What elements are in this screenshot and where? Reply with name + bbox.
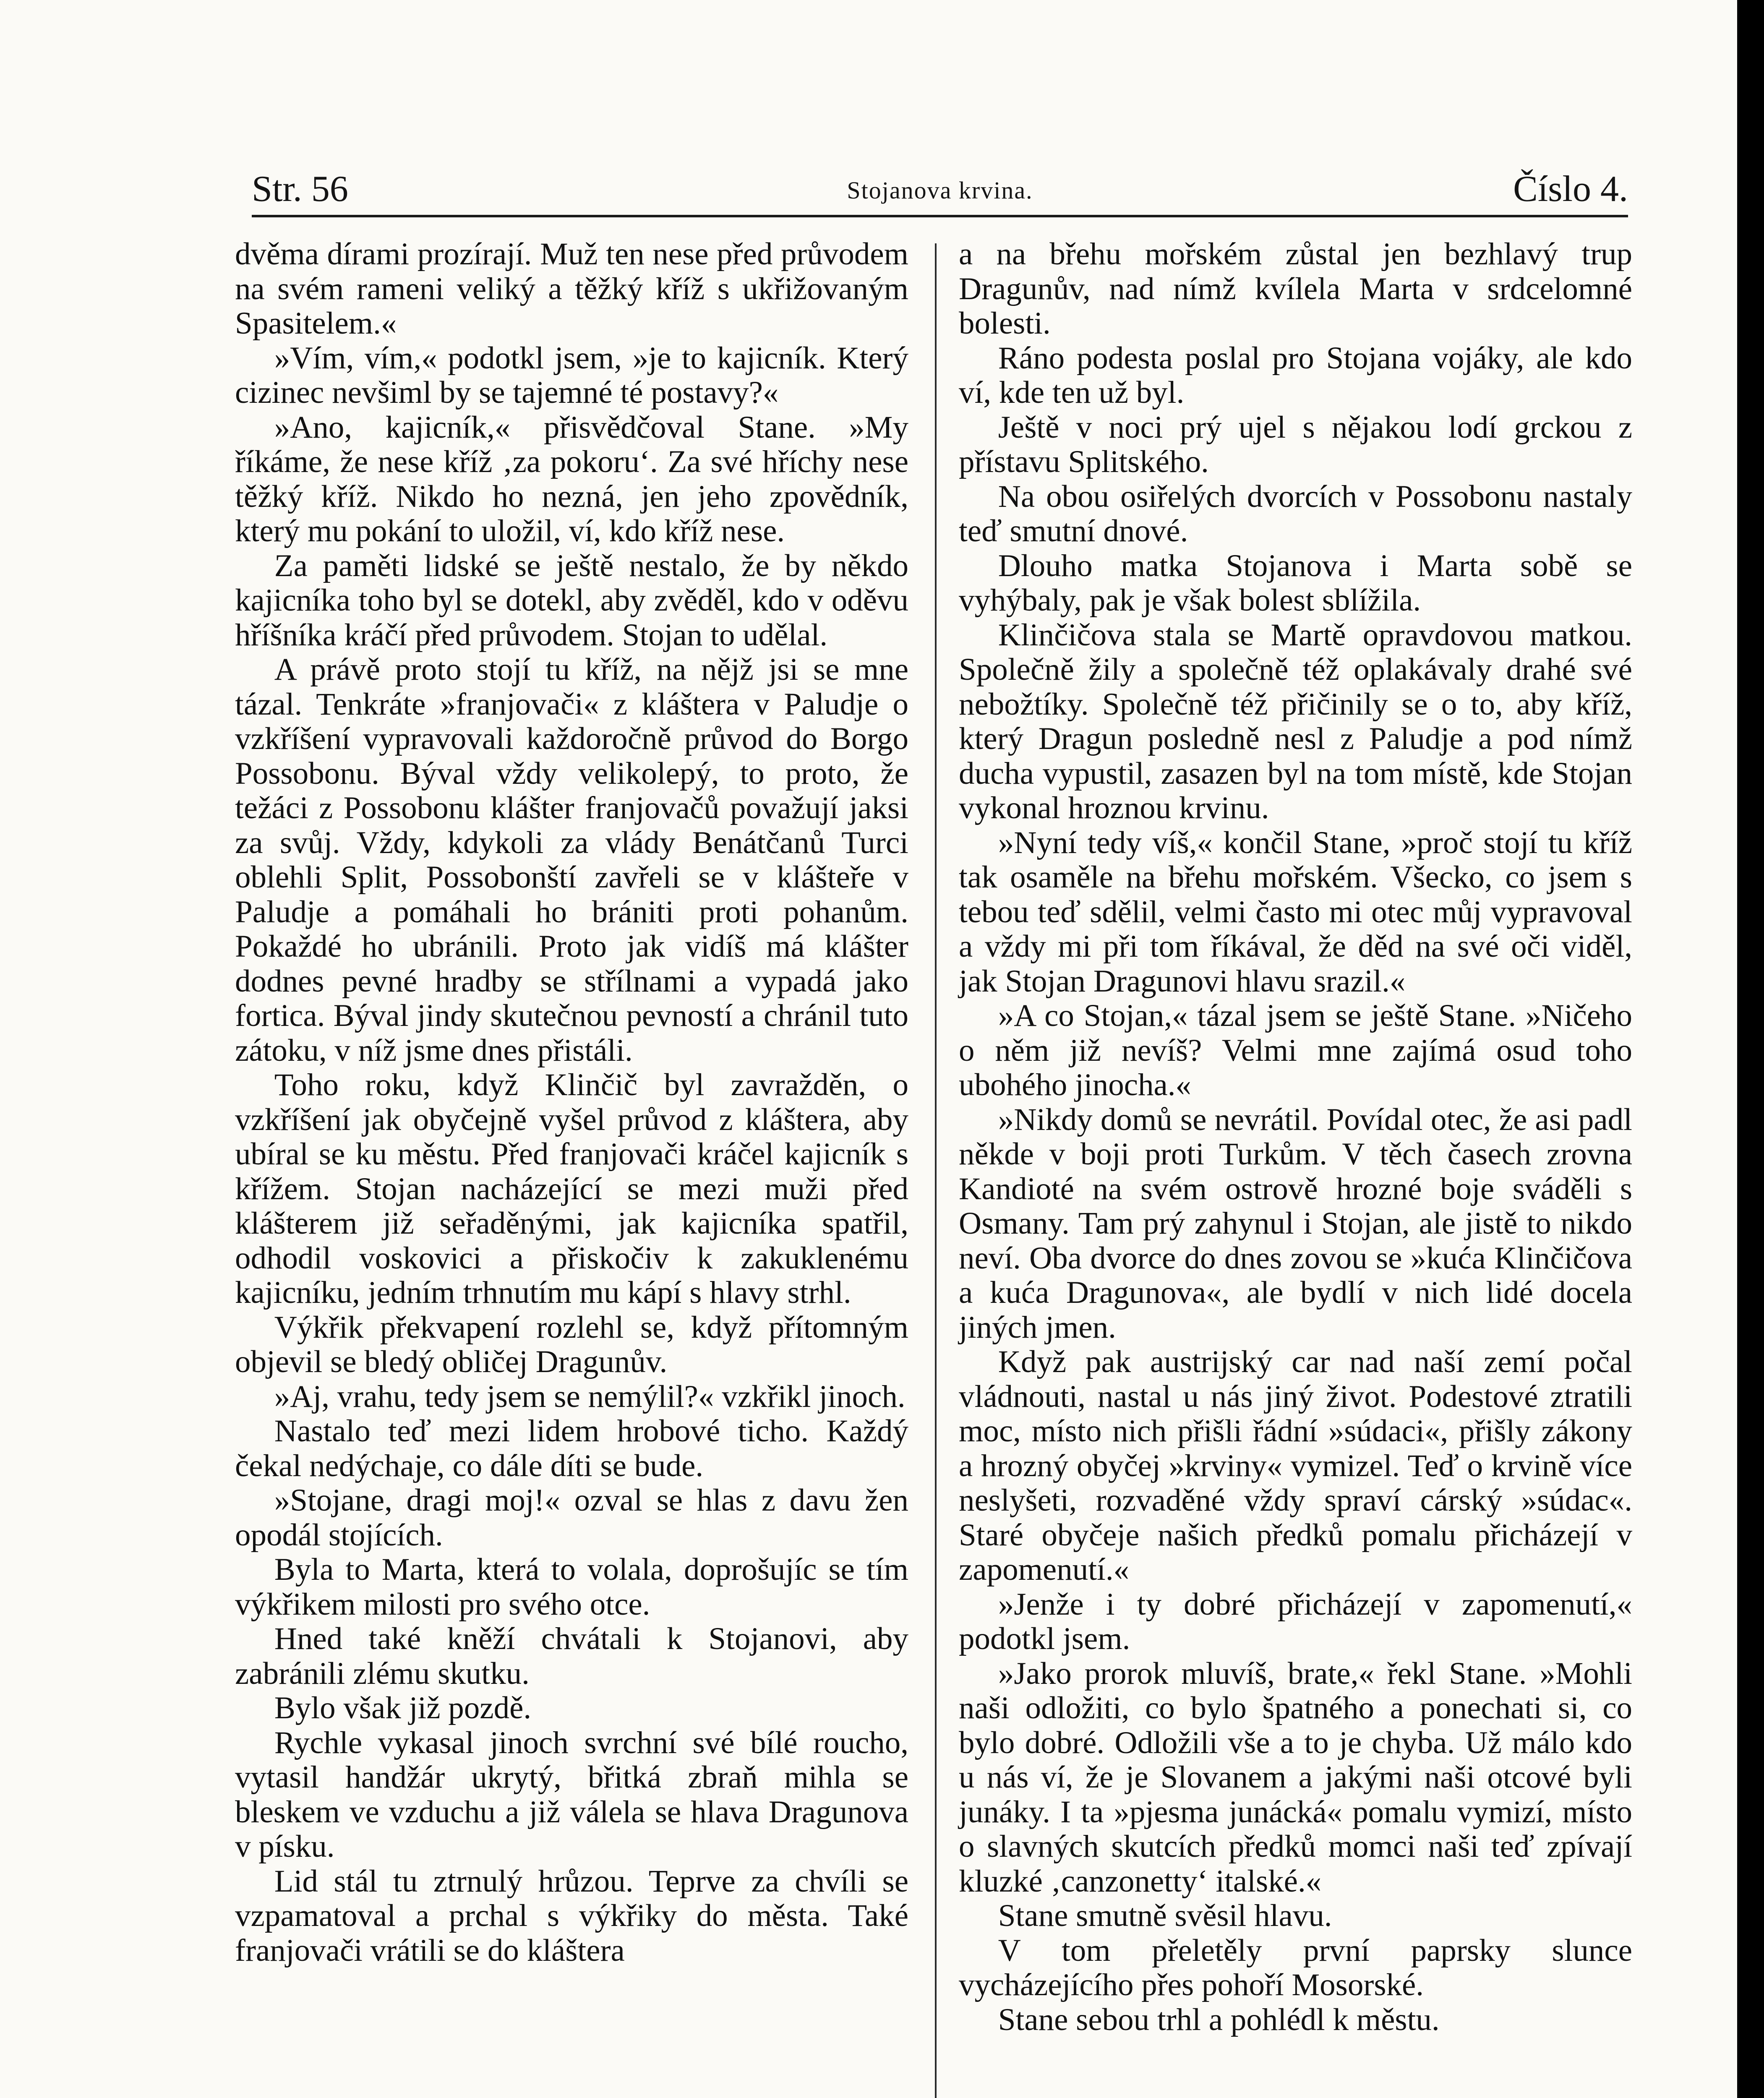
paragraph: Byla to Marta, která to volala, doprošujíc se tím výkřikem milosti pro svého otce. xyxy=(235,1552,908,1622)
paragraph: »Nikdy domů se nevrátil. Povídal otec, že asi padl někde v boji proti Turkům. V těch časech zrovna Kandioté na svém ostrově hrozné boje sváděli s Osmany. Tam prý zahynul i Stojan, ale jistě to nikdo neví. Oba dvorce do dnes zovou se »kuća Klinčičova a kuća Dragunova«, ale bydlí v nich lidé docela jiných jmen. xyxy=(959,1102,1632,1345)
running-title: Stojanova krvina. xyxy=(847,177,1033,204)
paragraph: Nastalo teď mezi lidem hrobové ticho. Každý čekal nedýchaje, co dále díti se bude. xyxy=(235,1414,908,1483)
page-header xyxy=(252,159,1628,218)
paragraph: »Aj, vrahu, tedy jsem se nemýlil?« vzkřikl jinoch. xyxy=(274,1379,905,1414)
paragraph: Ráno podesta poslal pro Stojana vojáky, ale kdo ví, kde ten už byl. xyxy=(959,340,1632,410)
paragraph: a na břehu mořském zůstal jen bezhlavý trup Dragunův, nad nímž kvílela Marta v srdcelomné bolesti. xyxy=(959,237,1632,341)
column-divider xyxy=(935,243,937,2098)
paragraph: Když pak austrijský car nad naší zemí počal vládnouti, nastal u nás jiný život. Podestové ztratili moc, místo nich přišli řádní »súdaci«, přišly zákony a hrozný obyčej »krviny« vymizel. Teď o krvině více neslyšeti, rozvaděné vždy spraví cárský »súdac«. Staré obyčeje našich předků pomalu přicházejí v zapomenutí.« xyxy=(959,1344,1632,1587)
paragraph: Rychle vykasal jinoch svrchní své bílé roucho, vytasil handžár ukrytý, břitká zbraň mihla se bleskem ve vzduchu a již válela se hlava Dragunova v písku. xyxy=(235,1725,908,1864)
paragraph: A právě proto stojí tu kříž, na nějž jsi se mne tázal. Tenkráte »franjovači« z kláštera v Paludje o vzkříšení vypravovali každoročně průvod do Borgo Possobonu. Býval vždy velikolepý, to proto, že težáci z Possobonu klášter franjovačů považují jaksi za svůj. Vždy, kdykoli za vlády Benátčanů Turci oblehli Split, Possobonští zavřeli se v klášteře v Paludje a pomáhali ho brániti proti pohanům. Pokaždé ho ubránili. Proto jak vidíš má klášter dodnes pevné hradby se střílnami a vypadá jako fortica. Býval jindy skutečnou pevností a chránil tuto zátoku, v níž jsme dnes přistáli. xyxy=(235,652,908,1068)
paragraph: »Ano, kajicník,« přisvědčoval Stane. »My říkáme, že nese kříž ‚za pokoru‘. Za své hříchy nese těžký kříž. Nikdo ho nezná, jen jeho zpovědník, který mu pokání to uložil, ví, kdo kříž nese. xyxy=(235,410,908,548)
header-rule xyxy=(252,215,1628,217)
paragraph: »A co Stojan,« tázal jsem se ještě Stane. »Ničeho o něm již nevíš? Velmi mne zajímá osud toho ubohého jinocha.« xyxy=(959,998,1632,1102)
page-number: Str. 56 xyxy=(252,169,348,209)
right-column xyxy=(959,237,1632,2037)
paragraph: V tom přeletěly první paprsky slunce vycházejícího přes pohoří Mosorské. xyxy=(959,1933,1632,2002)
paragraph: »Nyní tedy víš,« končil Stane, »proč stojí tu kříž tak osaměle na břehu mořském. Všecko, co jsem s tebou teď sdělil, velmi často mi otec můj vypravoval a vždy mi při tom říkával, že děd na své oči viděl, jak Stojan Dragunovi hlavu srazil.« xyxy=(959,825,1632,999)
paragraph: Toho roku, když Klinčič byl zavražděn, o vzkříšení jak obyčejně vyšel průvod z kláštera, aby ubíral se ku městu. Před franjovači kráčel kajicník s křížem. Stojan nacházející se mezi muži před klášterem již seřaděnými, jak kajicníka spatřil, odhodil voskovici a přiskočiv k zakuklenému kajicníku, jedním trhnutím mu kápí s hlavy strhl. xyxy=(235,1067,908,1310)
paragraph: »Vím, vím,« podotkl jsem, »je to kajicník. Který cizinec nevšiml by se tajemné té postavy?« xyxy=(235,340,908,410)
paragraph: »Jako prorok mluvíš, brate,« řekl Stane. »Mohli naši odložiti, co bylo špatného a ponechati si, co bylo dobré. Odložili vše a to je chyba. Už málo kdo u nás ví, že je Slovanem a jakými naši otcové byli junáky. I ta »pjesma junácká« pomalu vymizí, místo o slavných skutcích předků momci naši teď zpívají kluzké ‚canzonetty‘ italské.« xyxy=(959,1656,1632,1899)
paragraph: Stane sebou trhl a pohlédl k městu. xyxy=(998,2002,1440,2037)
paragraph: »Stojane, dragi moj!« ozval se hlas z davu žen opodál stojících. xyxy=(235,1483,908,1553)
paragraph: Bylo však již pozdě. xyxy=(274,1691,532,1725)
paragraph: Za paměti lidské se ještě nestalo, že by někdo kajicníka toho byl se dotekl, aby zvěděl, kdo v oděvu hříšníka kráčí před průvodem. Stojan to udělal. xyxy=(235,548,908,652)
paragraph: Lid stál tu ztrnulý hrůzou. Teprve za chvíli se vzpamatoval a prchal s výkřiky do města. Také franjovači vrátili se do kláštera xyxy=(235,1863,908,1968)
paragraph: Stane smutně svěsil hlavu. xyxy=(998,1898,1332,1933)
issue-number: Číslo 4. xyxy=(1513,169,1628,209)
paragraph: »Jenže i ty dobré přicházejí v zapomenutí,« podotkl jsem. xyxy=(959,1587,1632,1656)
paragraph: Na obou osiřelých dvorcích v Possobonu nastaly teď smutní dnové. xyxy=(959,479,1632,548)
paragraph: Ještě v noci prý ujel s nějakou lodí grckou z přístavu Splitského. xyxy=(959,410,1632,479)
paragraph: Hned také kněží chvátali k Stojanovi, aby zabránili zlému skutku. xyxy=(235,1621,908,1691)
paragraph: Klinčičova stala se Martě opravdovou matkou. Společně žily a společně též oplakávaly drahé své nebožtíky. Společně též přičinily se o to, aby kříž, který Dragun posledně nesl z Paludje a pod nímž ducha vypustil, zasazen byl na tom místě, kde Stojan vykonal hroznou krvinu. xyxy=(959,617,1632,825)
paragraph: dvěma dírami prozírají. Muž ten nese před průvodem na svém rameni veliký a těžký kříž s ukřižovaným Spasitelem.« xyxy=(235,237,908,341)
left-column xyxy=(235,237,908,1968)
paragraph: Dlouho matka Stojanova i Marta sobě se vyhýbaly, pak je však bolest sblížila. xyxy=(959,548,1632,618)
paragraph: Výkřik překvapení rozlehl se, když přítomným objevil se bledý obličej Dragunův. xyxy=(235,1310,908,1379)
